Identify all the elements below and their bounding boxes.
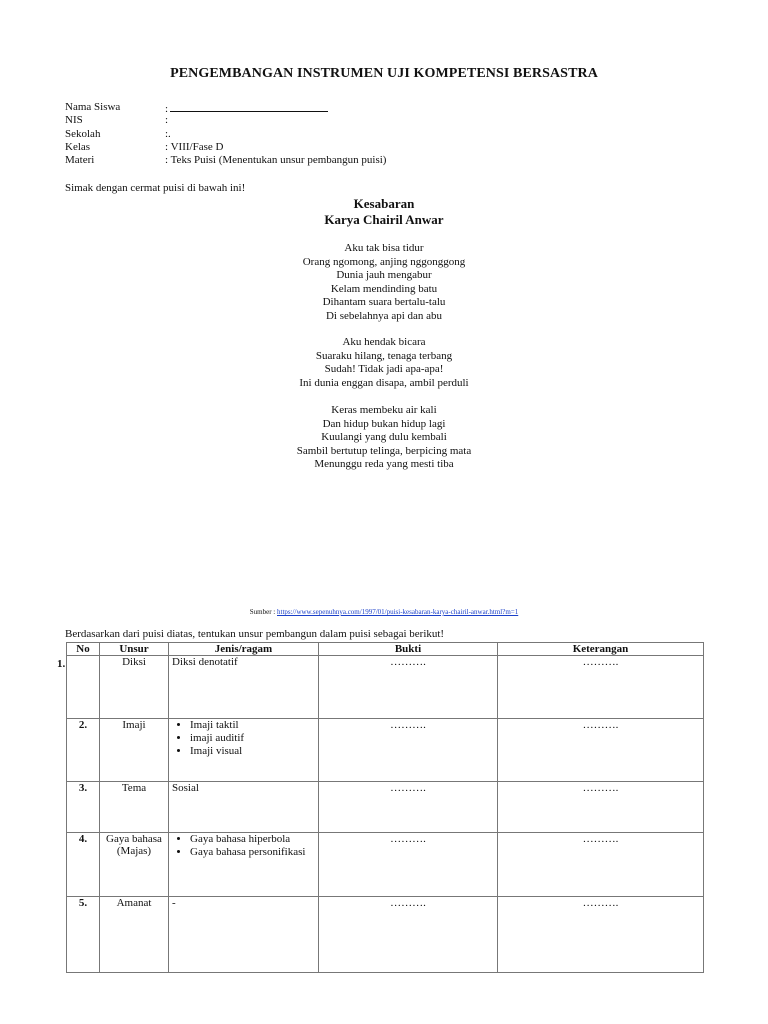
instruction-text: Berdasarkan dari puisi diatas, tentukan unsur pembangun dalam puisi sebagai berikut! xyxy=(65,628,445,640)
cell-bukti[interactable]: ………. xyxy=(319,833,498,897)
cell-keterangan[interactable]: ………. xyxy=(498,656,704,719)
poem-line: Sambil bertutup telinga, berpicing mata xyxy=(296,444,472,457)
cell-no: 5. xyxy=(67,897,100,973)
cell-unsur: Tema xyxy=(100,782,169,833)
header-bukti: Bukti xyxy=(319,643,498,656)
cell-unsur: Diksi xyxy=(100,656,169,719)
nis-value: : xyxy=(165,114,169,126)
cell-unsur: Amanat xyxy=(100,897,169,973)
cell-unsur: Imaji xyxy=(100,719,169,782)
identity-nama xyxy=(65,101,465,114)
cell-keterangan[interactable]: ………. xyxy=(498,897,704,973)
kelas-label: Kelas xyxy=(65,141,91,153)
header-unsur: Unsur xyxy=(100,643,169,656)
poem-author: Karya Chairil Anwar xyxy=(324,212,444,227)
table-row xyxy=(67,897,704,973)
cell-no: 2. xyxy=(67,719,100,782)
poem-stanza-2 xyxy=(0,336,768,390)
materi-value: : Teks Puisi (Menentukan unsur pembangun puisi) xyxy=(165,154,387,166)
list-item: • Gaya bahasa hiperbola xyxy=(190,833,315,846)
poem-line: Menunggu reda yang mesti tiba xyxy=(314,458,454,471)
source-label: Sumber : xyxy=(249,608,276,616)
poem-line: Keras membeku air kali xyxy=(331,404,437,416)
poem-line: Orang ngomong, anjing nggonggong xyxy=(302,255,466,268)
cell-no: 4. xyxy=(67,833,100,897)
unsur-table xyxy=(66,642,704,973)
poem-stanza-3 xyxy=(0,404,768,472)
cell-jenis: Diksi denotatif xyxy=(169,656,319,719)
cell-jenis: Sosial xyxy=(169,782,319,833)
row-number-outside: 1. xyxy=(57,658,66,670)
list-item: • Imaji visual xyxy=(190,745,315,758)
header-no: No xyxy=(67,643,100,656)
poem-title: Kesabaran xyxy=(353,196,415,211)
poem-stanza-1 xyxy=(0,242,768,324)
cell-bukti[interactable]: ………. xyxy=(319,897,498,973)
list-item: • imaji auditif xyxy=(190,732,315,745)
table-row xyxy=(67,833,704,897)
cell-jenis xyxy=(169,833,319,897)
nama-colon: : xyxy=(165,103,169,115)
cell-bukti[interactable]: ………. xyxy=(319,782,498,833)
sekolah-label: Sekolah xyxy=(65,128,101,140)
source-citation xyxy=(0,608,768,616)
poem-line: Sudah! Tidak jadi apa-apa! xyxy=(324,363,444,376)
cell-jenis: - xyxy=(169,897,319,973)
cell-keterangan[interactable]: ………. xyxy=(498,782,704,833)
poem-line: Kelam mendinding batu xyxy=(330,282,438,295)
jenis-list xyxy=(172,719,315,758)
sekolah-value: :. xyxy=(165,128,171,140)
poem-line: Dihantam suara bertalu-talu xyxy=(322,296,446,309)
cell-keterangan[interactable]: ………. xyxy=(498,833,704,897)
poem-line: Ini dunia enggan disapa, ambil perduli xyxy=(299,376,469,389)
header-jenis: Jenis/ragam xyxy=(169,643,319,656)
cell-no: 3. xyxy=(67,782,100,833)
cell-bukti[interactable]: ………. xyxy=(319,719,498,782)
cell-bukti[interactable]: ………. xyxy=(319,656,498,719)
poem-line: Suaraku hilang, tenaga terbang xyxy=(315,349,453,362)
materi-label: Materi xyxy=(65,154,95,166)
nama-blank-line[interactable] xyxy=(170,101,328,112)
poem-line: Aku hendak bicara xyxy=(342,336,426,348)
cell-no xyxy=(67,656,100,719)
cell-jenis xyxy=(169,719,319,782)
cell-unsur: Gaya bahasa (Majas) xyxy=(100,833,169,897)
kelas-value: : VIII/Fase D xyxy=(165,141,224,153)
poem-line: Dunia jauh mengabur xyxy=(336,269,432,282)
header-keterangan: Keterangan xyxy=(498,643,704,656)
table-row xyxy=(67,782,704,833)
poem-line: Di sebelahnya api dan abu xyxy=(325,309,443,322)
cell-keterangan[interactable]: ………. xyxy=(498,719,704,782)
identity-materi xyxy=(65,154,565,167)
poem-line: Kuulangi yang dulu kembali xyxy=(321,431,447,444)
identity-sekolah xyxy=(65,128,465,141)
identity-nis xyxy=(65,114,465,127)
list-item: • Imaji taktil xyxy=(190,719,315,732)
poem-line: Aku tak bisa tidur xyxy=(344,242,424,254)
nama-label: Nama Siswa xyxy=(65,101,121,113)
table-header-row xyxy=(67,643,704,656)
source-link[interactable]: https://www.sepenuhnya.com/1997/01/puisi-kesabaran-karya-chairil-anwar.html?m=1 xyxy=(277,608,519,616)
poem-line: Dan hidup bukan hidup lagi xyxy=(322,417,446,430)
jenis-list xyxy=(172,833,315,859)
table-row xyxy=(67,719,704,782)
table-row xyxy=(67,656,704,719)
page-title: PENGEMBANGAN INSTRUMEN UJI KOMPETENSI BERSASTRA xyxy=(170,66,598,81)
intro-text: Simak dengan cermat puisi di bawah ini! xyxy=(65,182,246,194)
list-item: • Gaya bahasa personifikasi xyxy=(190,846,315,859)
nis-label: NIS xyxy=(65,114,83,126)
identity-kelas xyxy=(65,141,465,154)
